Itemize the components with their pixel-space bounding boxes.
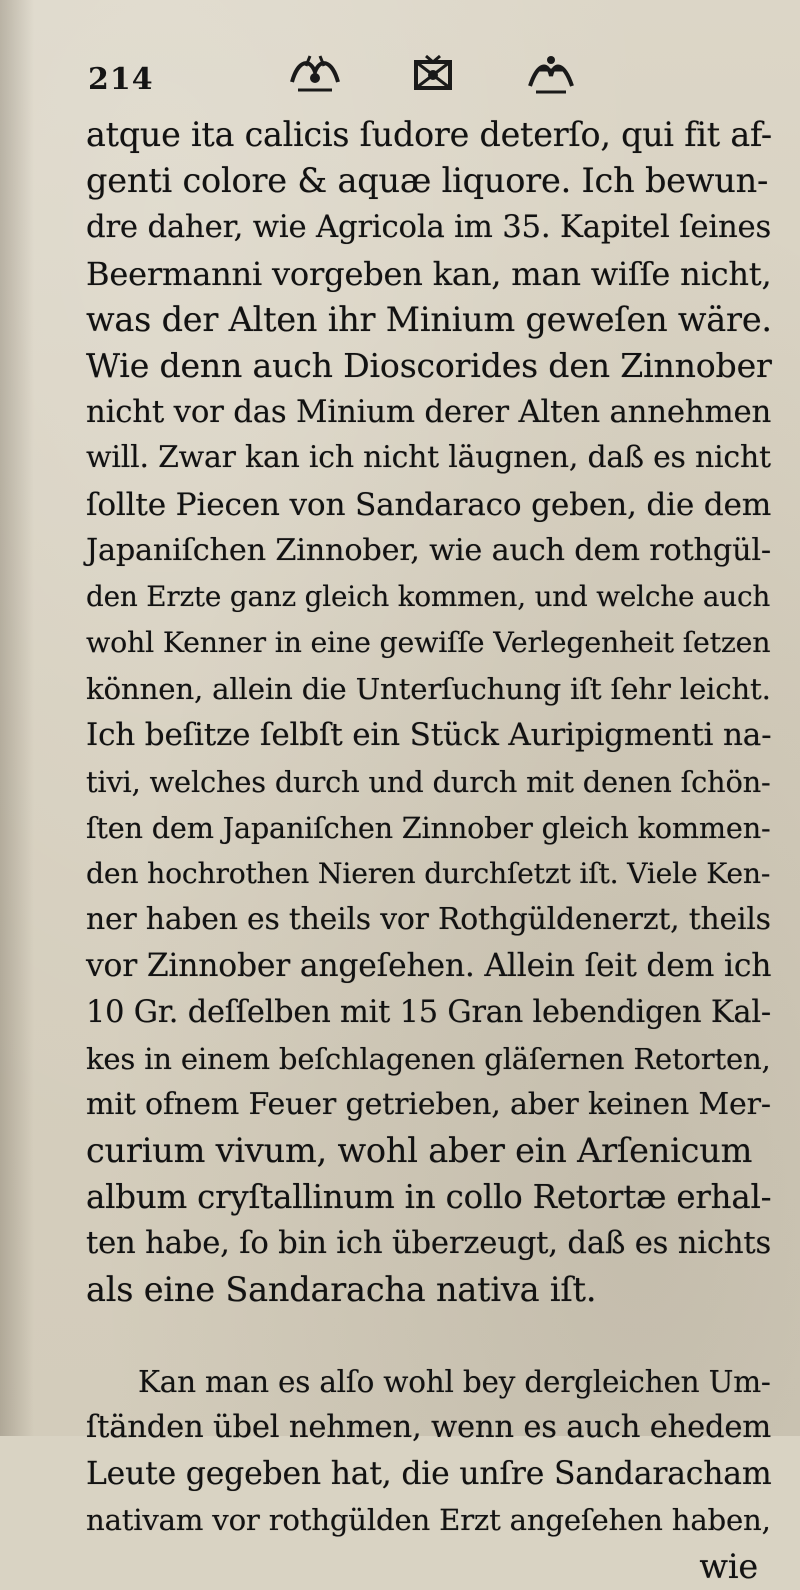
text-line: ſten dem Japaniſchen Zinnober gleich kommen- [86, 810, 771, 845]
text-line: dre daher, wie Agricola im 35. Kapitel ſeines [86, 209, 772, 246]
text-line: Ich beſitze ſelbſt ein Stück Auripigmenti na- [86, 717, 772, 754]
body-text [86, 112, 776, 1590]
text-line: Beermanni vorgeben kan, man wiſſe nicht, [86, 254, 772, 293]
text-line: kes in einem beſchlagenen gläſernen Retorten, [86, 1041, 771, 1076]
vignette-ornament-icon [406, 52, 460, 96]
text-line: was der Alten ihr Minium geweſen wäre. [86, 299, 772, 339]
text-line: album cryſtallinum in collo Retortæ erhal- [86, 1178, 772, 1217]
text-line: können, allein die Unterſuchung iſt ſehr leicht. [86, 672, 771, 707]
text-line: ſollte Piecen von Sandaraco geben, die dem [86, 486, 772, 523]
page-header [88, 44, 688, 104]
text-line: Japaniſchen Zinnober, wie auch dem rothgül- [86, 532, 771, 568]
text-line: den Erzte ganz gleich kommen, und welche auch [86, 579, 771, 613]
text-line: ten habe, ſo bin ich überzeugt, daß es nichts [86, 1225, 772, 1261]
catchword: wie [699, 1546, 758, 1586]
text-line: nativam vor rothgülden Erzt angeſehen haben, [86, 1503, 771, 1538]
vignette-ornament-icon [524, 52, 578, 96]
text-line: curium vivum, wohl aber ein Arſenicum [86, 1131, 753, 1171]
vignette-ornament-icon [288, 52, 342, 96]
text-line: genti colore & aquæ liquore. Ich bewun- [86, 161, 769, 201]
paragraph-gap [86, 1313, 776, 1359]
text-line: als eine Sandaracha nativa iſt. [86, 1269, 597, 1309]
text-line: 10 Gr. deſſelben mit 15 Gran lebendigen Kal- [86, 994, 771, 1030]
text-line: will. Zwar kan ich nicht läugnen, daß es nicht [86, 440, 771, 476]
text-line: nicht vor das Minium derer Alten annehmen [86, 394, 772, 431]
text-line: tivi, welches durch und durch mit denen ſchön- [86, 764, 771, 799]
text-line: ſtänden übel nehmen, wenn es auch ehedem [86, 1410, 772, 1446]
text-line: Kan man es alſo wohl bey dergleichen Um- [138, 1364, 771, 1399]
text-line: ner haben es theils vor Rothgüldenerzt, theils [86, 902, 771, 938]
text-line: atque ita calicis ſudore deterſo, qui fit af- [86, 115, 772, 154]
text-line: den hochrothen Nieren durchſetzt iſt. Viele Ken- [86, 857, 771, 890]
text-line: Leute gegeben hat, die unſre Sandaracham [86, 1456, 772, 1493]
text-line: vor Zinnober angeſehen. Allein ſeit dem ich [86, 948, 772, 985]
text-line: mit ofnem Feuer getrieben, aber keinen Mer- [86, 1086, 771, 1122]
gutter-shadow [0, 0, 34, 1436]
text-line: Wie denn auch Dioscorides den Zinnober [86, 345, 772, 385]
page-number: 214 [88, 62, 154, 97]
text-line: wohl Kenner in eine gewiſſe Verlegenheit ſetzen [86, 626, 771, 660]
